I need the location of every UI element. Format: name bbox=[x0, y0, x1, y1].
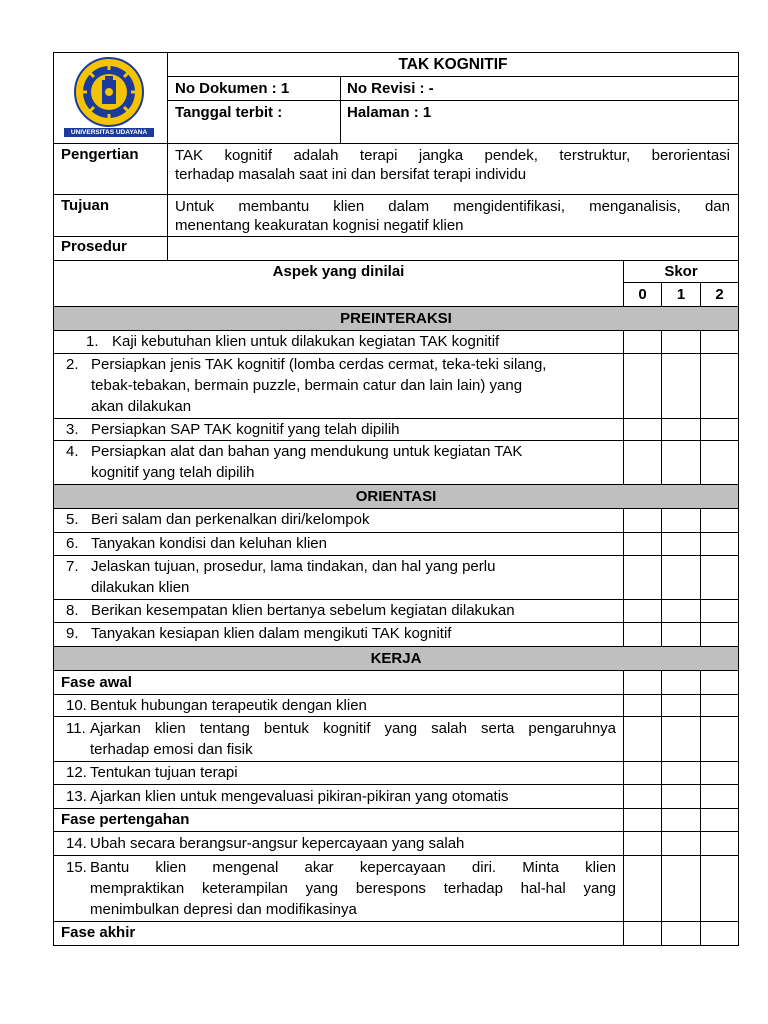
pengertian-line-1: TAK kognitif adalah terapi jangka pendek, terstruktur, berorientasi bbox=[175, 147, 730, 164]
udayana-emblem-icon bbox=[64, 56, 154, 128]
section-orientasi: ORIENTASI bbox=[355, 488, 437, 505]
score-header: Skor bbox=[664, 263, 698, 280]
tujuan-line-1: Untuk membantu klien dalam mengidentifikasi, menganalisis, dan bbox=[175, 198, 730, 215]
section-preinteraksi: PREINTERAKSI bbox=[340, 310, 452, 327]
document-title: TAK KOGNITIF bbox=[398, 56, 508, 73]
tujuan-line-2: menentang keakuratan kognisi negatif klien bbox=[175, 217, 464, 234]
fase-akhir-label: Fase akhir bbox=[61, 924, 136, 941]
prosedur-label: Prosedur bbox=[61, 238, 127, 255]
pengertian-line-2: terhadap masalah saat ini dan bersifat terapi individu bbox=[175, 166, 527, 183]
section-kerja: KERJA bbox=[370, 650, 422, 667]
tujuan-label: Tujuan bbox=[61, 197, 110, 214]
no-revisi: No Revisi : - bbox=[347, 80, 434, 97]
no-dokumen: No Dokumen : 1 bbox=[175, 80, 290, 97]
score-1: 1 bbox=[676, 286, 686, 303]
fase-awal-label: Fase awal bbox=[61, 674, 132, 691]
tanggal-terbit: Tanggal terbit : bbox=[175, 104, 283, 121]
halaman: Halaman : 1 bbox=[347, 104, 432, 121]
aspect-header: Aspek yang dinilai bbox=[272, 263, 405, 280]
pengertian-label: Pengertian bbox=[61, 146, 139, 163]
logo-caption: UNIVERSITAS UDAYANA bbox=[64, 128, 154, 137]
score-2: 2 bbox=[715, 286, 724, 303]
university-logo bbox=[64, 56, 154, 140]
fase-pertengahan-label: Fase pertengahan bbox=[61, 811, 190, 828]
score-0: 0 bbox=[638, 286, 647, 303]
